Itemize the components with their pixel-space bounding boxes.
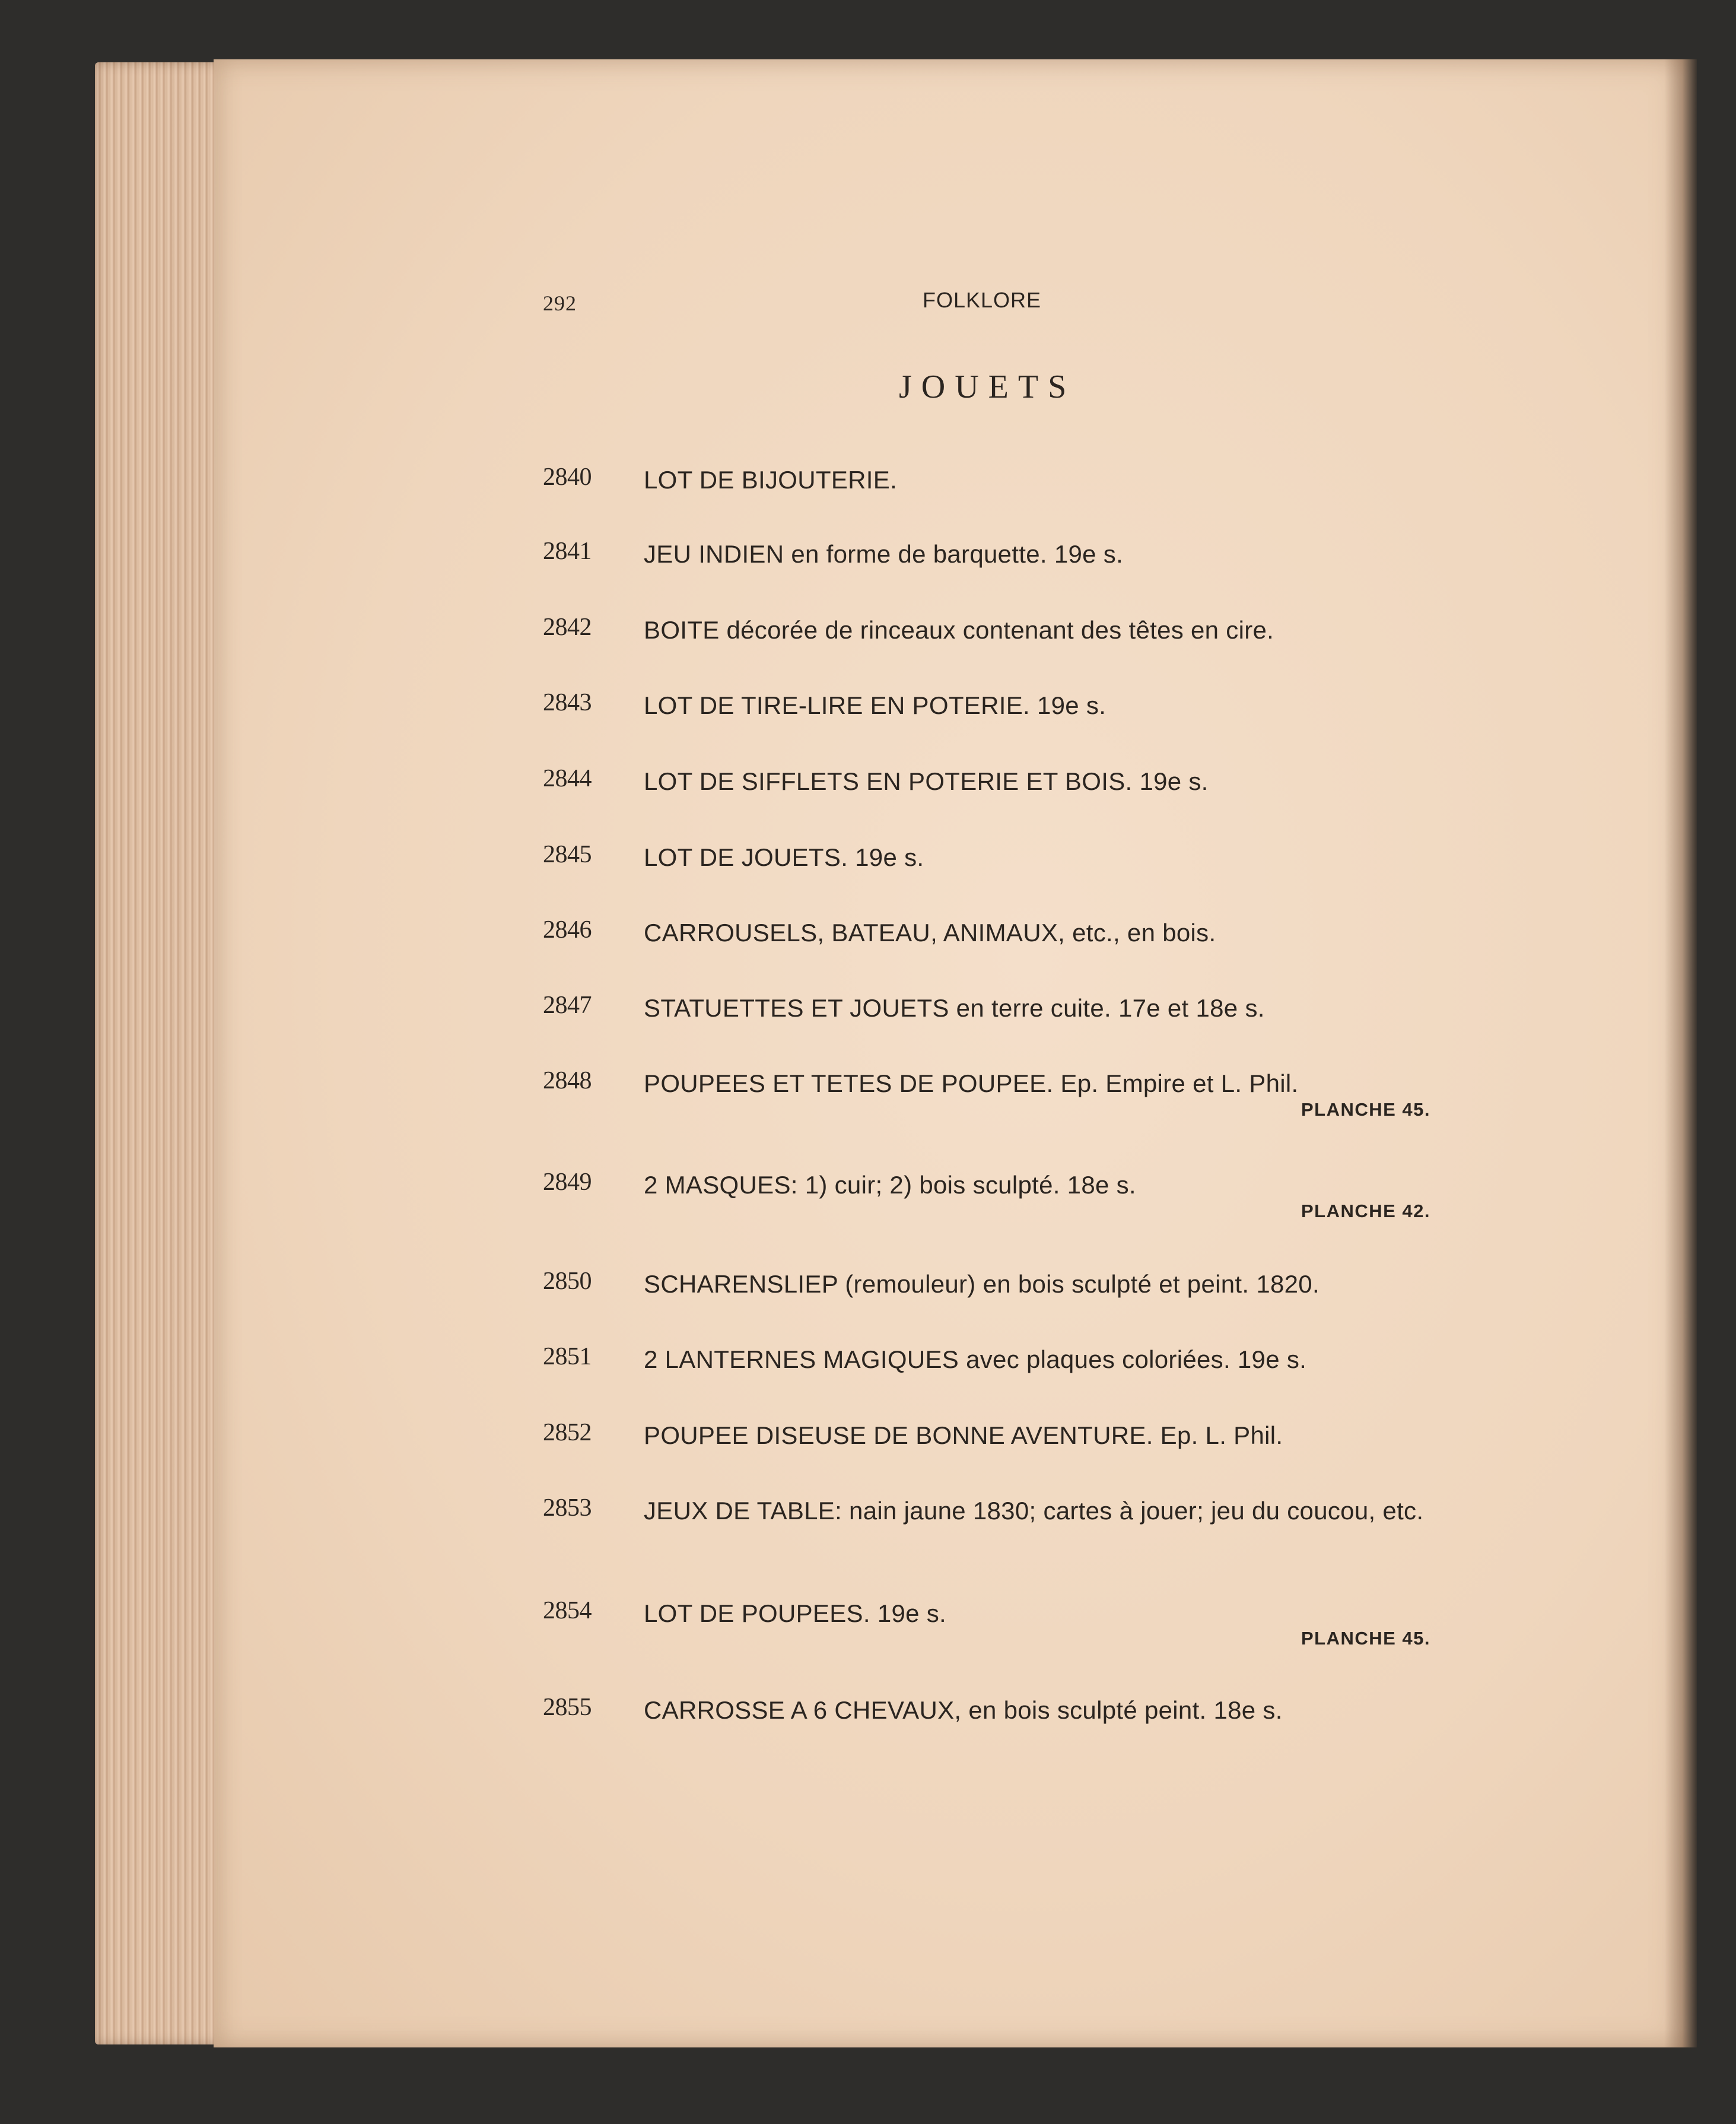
lot-description: CARROUSELS, BATEAU, ANIMAUX, etc., en bois. (644, 919, 1216, 947)
lot-number: 2851 (543, 1343, 592, 1370)
section-title: JOUETS (899, 369, 1076, 405)
lot-number: 2849 (543, 1169, 592, 1196)
lot-number: 2843 (543, 689, 592, 716)
lot-description: LOT DE TIRE-LIRE EN POTERIE. 19e s. (644, 691, 1107, 719)
lot-description: POUPEE DISEUSE DE BONNE AVENTURE. Ep. L. Phil. (644, 1421, 1283, 1449)
lot-number: 2847 (543, 992, 592, 1019)
page-number: 292 (543, 291, 577, 315)
lot-description: LOT DE JOUETS. 19e s. (644, 843, 924, 871)
plate-reference: PLANCHE 45. (1301, 1099, 1430, 1120)
lot-number: 2842 (543, 614, 592, 641)
lot-number: 2845 (543, 841, 592, 868)
lot-number: 2853 (543, 1494, 592, 1522)
lot-number: 2854 (543, 1597, 592, 1624)
lot-description: JEUX DE TABLE: nain jaune 1830; cartes à jouer; jeu du coucou, etc. (644, 1497, 1424, 1525)
plate-reference: PLANCHE 42. (1301, 1201, 1430, 1221)
lot-number: 2840 (543, 463, 592, 491)
lot-number: 2841 (543, 538, 592, 565)
plate-reference: PLANCHE 45. (1301, 1628, 1430, 1649)
lot-description: JEU INDIEN en forme de barquette. 19e s. (644, 540, 1124, 568)
lot-number: 2850 (543, 1268, 592, 1295)
running-title: FOLKLORE (923, 288, 1042, 312)
lot-description: LOT DE BIJOUTERIE. (644, 466, 898, 494)
lot-description: STATUETTES ET JOUETS en terre cuite. 17e et 18e s. (644, 994, 1265, 1022)
lot-description: 2 MASQUES: 1) cuir; 2) bois sculpté. 18e s. (644, 1171, 1136, 1199)
lot-description: CARROSSE A 6 CHEVAUX, en bois sculpté peint. 18e s. (644, 1696, 1283, 1724)
lot-description: BOITE décorée de rinceaux contenant des têtes en cire. (644, 616, 1274, 644)
lot-number: 2846 (543, 916, 592, 944)
lot-number: 2844 (543, 765, 592, 792)
lot-description: LOT DE POUPEES. 19e s. (644, 1599, 947, 1627)
lot-number: 2852 (543, 1419, 592, 1446)
lot-description: POUPEES ET TETES DE POUPEE. Ep. Empire et L. Phil. (644, 1069, 1299, 1097)
lot-description: 2 LANTERNES MAGIQUES avec plaques coloriées. 19e s. (644, 1345, 1307, 1373)
lot-description: LOT DE SIFFLETS EN POTERIE ET BOIS. 19e s. (644, 767, 1209, 795)
lot-number: 2848 (543, 1067, 592, 1094)
lot-description: SCHARENSLIEP (remouleur) en bois sculpté et peint. 1820. (644, 1270, 1320, 1298)
lot-number: 2855 (543, 1694, 592, 1721)
